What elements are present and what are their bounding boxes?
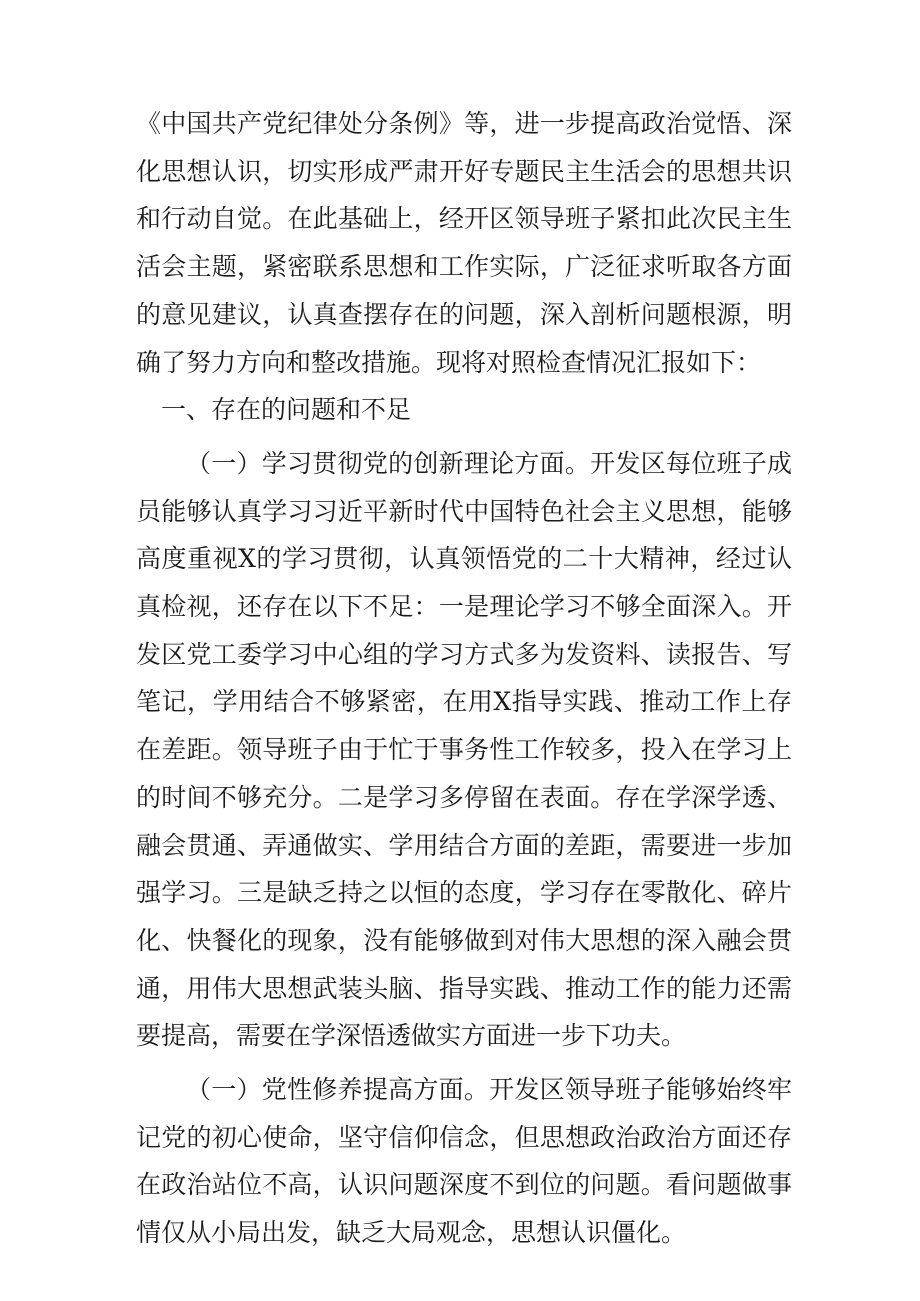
paragraph-party-cultivation: （一）党性修养提高方面。开发区领导班子能够始终牢记党的初心使命，坚守信仰信念，但思想政治政治方面还存在政治站位不高，认识问题深度不到位的问题。看问题做事情仅从小局出发，缺乏大局观念，思想认识僵化。 [136, 1075, 792, 1248]
document-body [136, 100, 792, 1257]
section-heading-problems: 一、存在的问题和不足 [161, 395, 412, 425]
paragraph-study-theory: （一）学习贯彻党的创新理论方面。开发区每位班子成员能够认真学习习近平新时代中国特色社会主义思想，能够高度重视X的学习贯彻，认真领悟党的二十大精神，经过认真检视，还存在以下不足：一是理论学习不够全面深入。开发区党工委学习中心组的学习方式多为发资料、读报告、写笔记，学用结合不够紧密，在用X指导实践、推动工作上存在差距。领导班子由于忙于事务性工作较多，投入在学习上的时间不够充分。二是学习多停留在表面。存在学深学透、融会贯通、弄通做实、学用结合方面的差距，需要进一步加强学习。三是缺乏持之以恒的态度，学习存在零散化、碎片化、快餐化的现象，没有能够做到对伟大思想的深入融会贯通，用伟大思想武装头脑、指导实践、推动工作的能力还需要提高，需要在学深悟透做实方面进一步下功夫。 [136, 448, 792, 1051]
intro-paragraph: 《中国共产党纪律处分条例》等，进一步提高政治觉悟、深化思想认识，切实形成严肃开好专题民主生活会的思想共识和行动自觉。在此基础上，经开区领导班子紧扣此次民主生活会主题，紧密联系思想和工作实际，广泛征求听取各方面的意见建议，认真查摆存在的问题，深入剖析问题根源，明确了努力方向和整改措施。现将对照检查情况汇报如下： [136, 109, 792, 377]
